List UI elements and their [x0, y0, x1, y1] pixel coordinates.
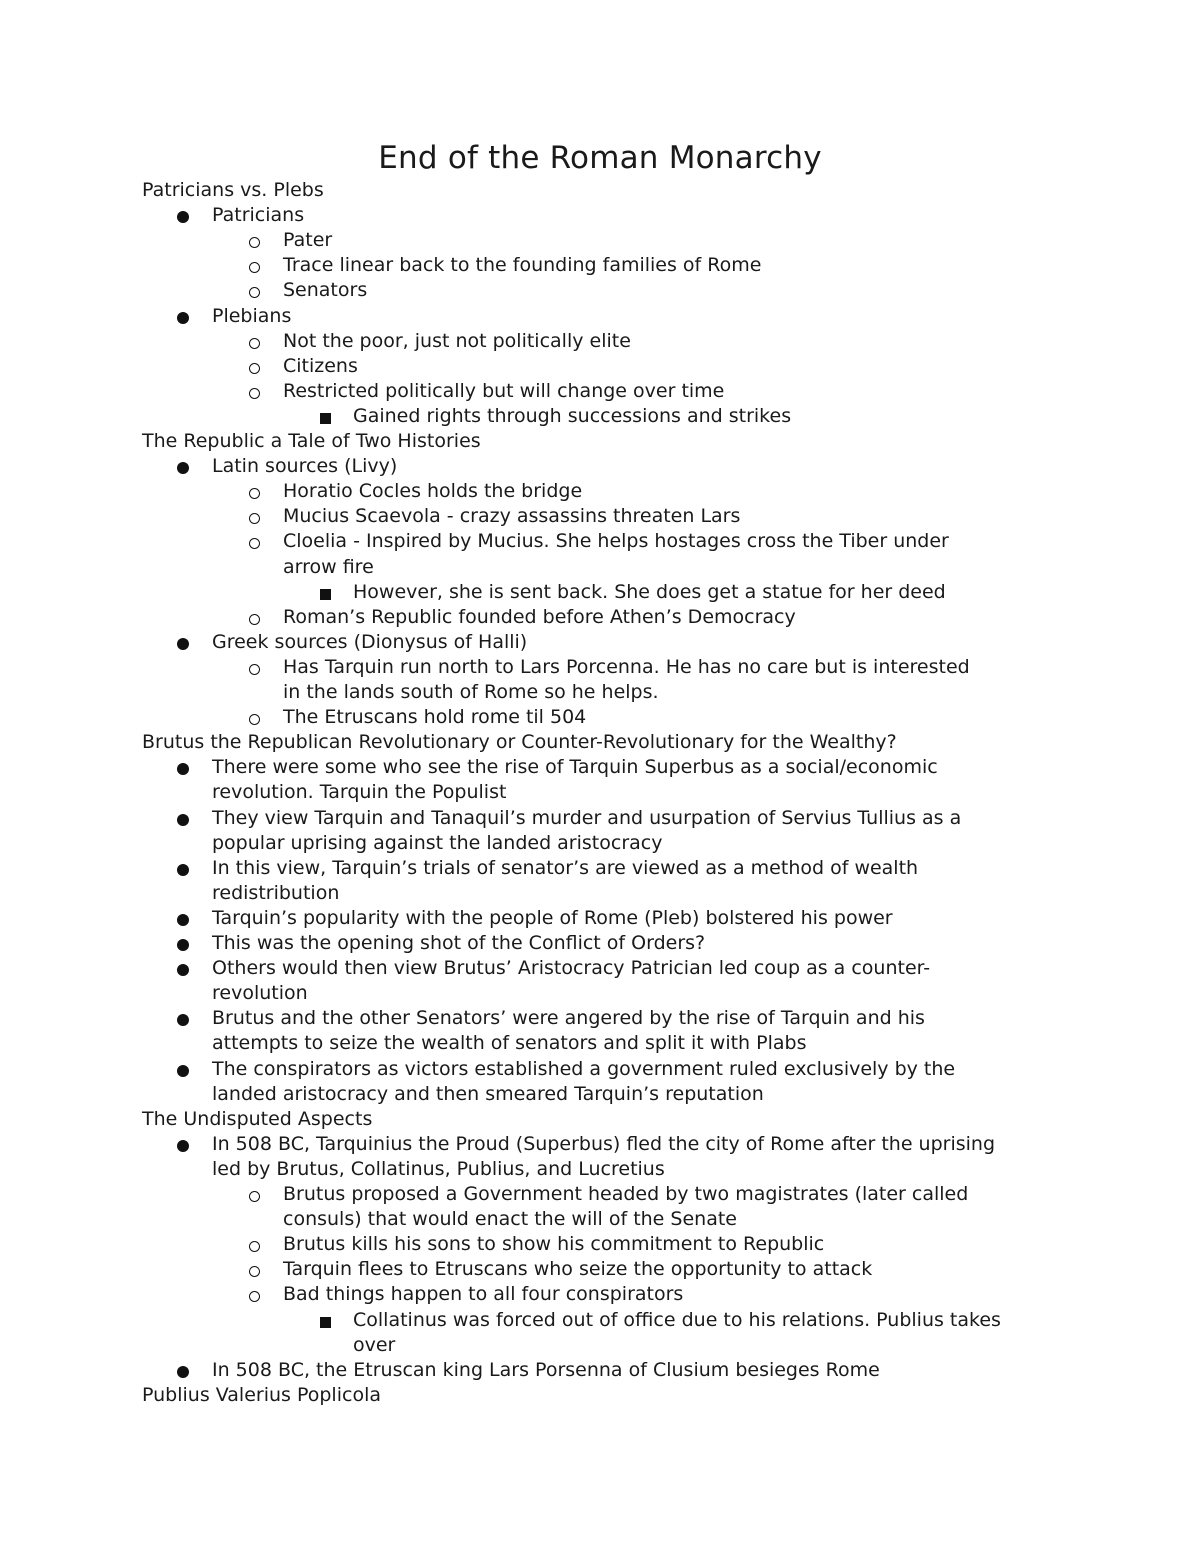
circle-bullet-icon	[249, 705, 263, 730]
bullet-icon	[177, 956, 191, 981]
line-text: redistribution	[212, 881, 340, 904]
line-text: Trace linear back to the founding families of Rome	[283, 254, 762, 277]
line-text: attempts to seize the wealth of senators and split it with Plabs	[212, 1032, 807, 1055]
bullet-icon	[177, 806, 191, 831]
circle-bullet-icon	[249, 504, 263, 529]
square-bullet-icon	[320, 580, 334, 605]
line-text: Greek sources (Dionysus of Halli)	[212, 630, 528, 653]
line-text: Has Tarquin run north to Lars Porcenna. He has no care but is interested	[283, 655, 970, 678]
line-text: Brutus proposed a Government headed by two magistrates (later called	[283, 1183, 969, 1205]
line-text: Brutus and the other Senators’ were angered by the rise of Tarquin and his	[212, 1007, 925, 1030]
circle-bullet-icon	[249, 228, 263, 253]
line-text: Patricians vs. Plebs	[142, 179, 324, 201]
line-text: Plebians	[212, 304, 292, 327]
circle-bullet-icon	[249, 1182, 263, 1207]
line-text: Others would then view Brutus’ Aristocracy Patrician led coup as a counter-	[212, 957, 931, 980]
line-text: over	[353, 1333, 396, 1356]
line-text: consuls) that would enact the will of the Senate	[283, 1208, 737, 1231]
line-text: However, she is sent back. She does get a statue for her deed	[353, 580, 946, 603]
circle-bullet-icon	[249, 655, 263, 680]
line-text: Not the poor, just not politically elite	[283, 329, 631, 352]
line-text: Collatinus was forced out of office due to his relations. Publius takes	[353, 1308, 1001, 1331]
line-text: There were some who see the rise of Tarquin Superbus as a social/economic	[212, 756, 938, 779]
line-text: Bad things happen to all four conspirators	[283, 1283, 684, 1306]
circle-bullet-icon	[249, 278, 263, 303]
circle-bullet-icon	[249, 253, 263, 278]
line-text: Senators	[283, 279, 368, 302]
circle-bullet-icon	[249, 479, 263, 504]
circle-bullet-icon	[249, 529, 263, 554]
circle-bullet-icon	[249, 379, 263, 404]
line-text: The conspirators as victors established a government ruled exclusively by the	[212, 1057, 956, 1080]
square-bullet-icon	[320, 1308, 334, 1333]
line-text: The Etruscans hold rome til 504	[283, 706, 587, 729]
bullet-icon	[177, 931, 191, 956]
line-text: Brutus kills his sons to show his commitment to Republic	[283, 1233, 825, 1256]
line-text: This was the opening shot of the Conflict of Orders?	[212, 932, 706, 954]
line-text: Mucius Scaevola - crazy assassins threaten Lars	[283, 505, 741, 528]
square-bullet-icon	[320, 404, 334, 429]
line-text: Gained rights through successions and strikes	[353, 404, 792, 427]
line-text: Latin sources (Livy)	[212, 455, 398, 478]
bullet-icon	[177, 630, 191, 655]
line-text: popular uprising against the landed aristocracy	[212, 831, 663, 854]
line-text: Brutus the Republican Revolutionary or Counter-Revolutionary for the Wealthy?	[142, 731, 897, 754]
line-text: Cloelia - Inspired by Mucius. She helps hostages cross the Tiber under	[283, 530, 949, 553]
line-text: Pater	[283, 229, 333, 252]
line-text: Restricted politically but will change over time	[283, 379, 725, 402]
line-text: Patricians	[212, 204, 305, 227]
line-text: arrow fire	[283, 555, 374, 578]
line-text: revolution. Tarquin the Populist	[212, 781, 507, 804]
bullet-icon	[177, 755, 191, 780]
line-text: In 508 BC, Tarquinius the Proud (Superbus) fled the city of Rome after the uprising	[212, 1132, 996, 1155]
line-text: revolution	[212, 982, 308, 1005]
bullet-icon	[177, 1358, 191, 1383]
line-text: They view Tarquin and Tanaquil’s murder and usurpation of Servius Tullius as a	[212, 806, 962, 829]
line-text: Tarquin flees to Etruscans who seize the opportunity to attack	[283, 1258, 873, 1281]
line-text: led by Brutus, Collatinus, Publius, and Lucretius	[212, 1157, 665, 1180]
line-text: In 508 BC, the Etruscan king Lars Porsenna of Clusium besieges Rome	[212, 1358, 880, 1381]
line-text: The Undisputed Aspects	[142, 1107, 373, 1130]
line-text: Horatio Cocles holds the bridge	[283, 480, 583, 503]
line-text: In this view, Tarquin’s trials of senator’s are viewed as a method of wealth	[212, 856, 919, 879]
circle-bullet-icon	[249, 1282, 263, 1307]
circle-bullet-icon	[249, 1232, 263, 1257]
document-title: End of the Roman Monarchy	[378, 140, 822, 176]
circle-bullet-icon	[249, 605, 263, 630]
bullet-icon	[177, 203, 191, 228]
bullet-icon	[177, 1132, 191, 1157]
circle-bullet-icon	[249, 354, 263, 379]
circle-bullet-icon	[249, 1257, 263, 1282]
line-text: Citizens	[283, 354, 358, 377]
bullet-icon	[177, 856, 191, 881]
circle-bullet-icon	[249, 329, 263, 354]
line-text: landed aristocracy and then smeared Tarquin’s reputation	[212, 1082, 764, 1105]
bullet-icon	[177, 304, 191, 329]
line-text: Publius Valerius Poplicola	[142, 1383, 381, 1406]
line-text: The Republic a Tale of Two Histories	[142, 430, 481, 452]
line-text: in the lands south of Rome so he helps.	[283, 681, 659, 703]
line-text: Tarquin’s popularity with the people of Rome (Pleb) bolstered his power	[212, 906, 893, 929]
bullet-icon	[177, 906, 191, 931]
bullet-icon	[177, 454, 191, 479]
bullet-icon	[177, 1057, 191, 1082]
line-text: Roman’s Republic founded before Athen’s Democracy	[283, 605, 796, 628]
bullet-icon	[177, 1006, 191, 1031]
